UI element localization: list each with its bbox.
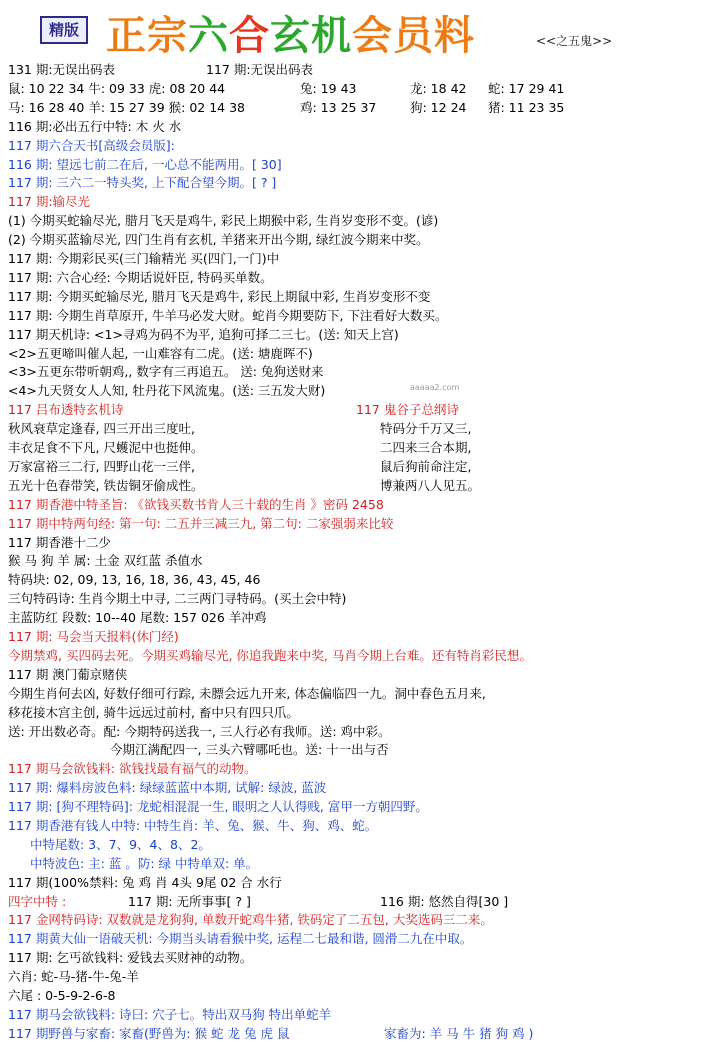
text-line: 移花接木宫主创, 骑牛远远过前村, 畜中只有四只爪。 <box>8 705 299 720</box>
text-line: 131 期:无误出码表 <box>8 62 116 77</box>
text-line: <2>五更啼叫催人起, 一山难容有二虎。(送: 塘鹿晖不) <box>8 346 313 361</box>
title-part: 正宗 <box>106 13 188 59</box>
text-line: (2) 今期买蓝输尽光, 四门生肖有玄机, 羊猪来开出今期, 绿红波今期来中奖。 <box>8 232 429 247</box>
text-line: 117 期:无误出码表 <box>206 62 314 77</box>
text-line: 117 吕布透特玄机诗 <box>8 402 124 417</box>
text-line: 117 期: 今期生肖草原开, 牛羊马必发大财。蛇肖今期要防下, 下注看好大数买。 <box>8 308 448 323</box>
text-line: 龙: 18 42 <box>410 81 467 96</box>
text-line: 117 期: [狗不理特码]: 龙蛇相混混一生, 眼明之人认得贱, 富甲一方朝四野。 <box>8 799 428 814</box>
text-line: 117 金网特码诗: 双数就是龙狗狗, 单数开蛇鸡牛猪, 铁码定了二五包, 大奖选码三二来。 <box>8 912 493 927</box>
text-line: 117 期香港十二少 <box>8 535 111 550</box>
premium-badge: 精版 <box>40 16 88 44</box>
text-line: (1) 今期买蛇输尽光, 腊月飞天是鸡牛, 彩民上期猴中彩, 生肖岁变形不变。(谚) <box>8 213 439 228</box>
text-line: 博兼两八人见五。 <box>380 478 481 493</box>
text-line: 117 期: 三六二一特头奖, 上下配合望今期。[ ? ] <box>8 175 277 190</box>
text-line: 鼠后狗前命注定, <box>380 459 472 474</box>
text-line: 四字中特 : <box>8 894 67 909</box>
text-line: 万家富裕三二行, 四野山花一三伴, <box>8 459 195 474</box>
title-part: 会员料 <box>352 13 475 59</box>
text-line: 116 期: 悠然自得[30 ] <box>380 894 509 909</box>
text-line: 猪: 11 23 35 <box>488 100 565 115</box>
text-line: 117 期香港中特圣旨: 《欲钱买数书肯人三十载的生肖 》密码 2458 <box>8 497 384 512</box>
title-part: 合 <box>229 13 270 59</box>
text-line: 117 期野兽与家畜: 家畜(野兽为: 猴 蛇 龙 兔 虎 鼠 <box>8 1026 290 1041</box>
title-part: 玄机 <box>270 13 352 59</box>
text-line: <3>五更东带听朝鸡,, 数字有三再追五。 送: 兔狗送财来 <box>8 364 324 379</box>
page-header <box>0 0 702 58</box>
title-part: 六 <box>188 13 229 59</box>
text-line: 特码分千万又三, <box>380 421 472 436</box>
text-line: 兔: 19 43 <box>300 81 357 96</box>
text-line: 117 期香港有钱人中特: 中特生肖: 羊、兔、猴、牛、狗、鸡、蛇。 <box>8 818 378 833</box>
text-line: 送: 开出数必奇。配: 今期特码送我一, 三人行必有我师。送: 鸡中彩。 <box>8 724 391 739</box>
text-line: 五光十色春带笑, 铁齿铜牙偷成性。 <box>8 478 204 493</box>
text-line: 116 期:必出五行中特: 木 火 水 <box>8 119 182 134</box>
text-line: 117 期: 无所事事[ ? ] <box>128 894 251 909</box>
text-line: 116 期: 望远七前二在后, 一心总不能两用。[ 30] <box>8 157 282 172</box>
text-line: 三句特码诗: 生肖今期土中寻, 二三两门寻特码。(买土会中特) <box>8 591 347 606</box>
text-line: 117 期黄大仙一语破天机: 今期当头请看猴中奖, 运程二七最和谐, 圆滑二九在中取。 <box>8 931 473 946</box>
page-subtitle: <<之五鬼>> <box>536 34 613 48</box>
text-line: 117 期(100%禁料: 兔 鸡 肖 4头 9尾 02 合 水行 <box>8 875 282 890</box>
text-line: 二四来三合本期, <box>380 440 472 455</box>
text-line: 中特尾数: 3、7、9、4、8、2。 <box>30 837 211 852</box>
text-line: 117 期: 乞丐欲钱料: 爱钱去买财神的动物。 <box>8 950 253 965</box>
text-line: 117 鬼谷子总纲诗 <box>356 402 459 417</box>
text-line: 117 期: 今期买蛇输尽光, 腊月飞天是鸡牛, 彩民上期鼠中彩, 生肖岁变形不变 <box>8 289 431 304</box>
watermark: aaaaa2.com <box>410 383 460 392</box>
text-line: 狗: 12 24 <box>410 100 467 115</box>
text-line: 蛇: 17 29 41 <box>488 81 565 96</box>
text-line: 秋风衰草定逢春, 四三开出三度吐, <box>8 421 195 436</box>
text-line: 117 期马会欲钱料: 诗曰: 穴子七。特出双马狗 特出单蛇羊 <box>8 1007 332 1022</box>
text-line: <4>九天贤女人人知, 牡丹花下风流鬼。(送: 三五发大财) <box>8 383 326 398</box>
text-line: 117 期 澳门葡京赌侠 <box>8 667 128 682</box>
text-line: 今期禁鸡, 买四码去死。今期买鸡输尽光, 你追我跑来中奖, 马肖今期上台难。还有特肖彩民想。 <box>8 648 532 663</box>
text-line: 117 期中特两句经: 第一句: 二五并三减三九, 第二句: 二家强弱来比较 <box>8 516 394 531</box>
text-line: 鼠: 10 22 34 牛: 09 33 虎: 08 20 44 <box>8 81 226 96</box>
text-line: 丰衣足食不下凡, 尺蠖泥中也挺伸。 <box>8 440 204 455</box>
text-line: 中特波色: 主: 蓝 。防: 绿 中特单双: 单。 <box>30 856 259 871</box>
text-line: 117 期: 马会当天报料(休门经) <box>8 629 179 644</box>
text-line: 鸡: 13 25 37 <box>300 100 377 115</box>
text-line: 六尾 : 0-5-9-2-6-8 <box>8 988 116 1003</box>
text-line: 117 期: 六合心经: 今期话说奸臣, 特码买单数。 <box>8 270 273 285</box>
text-line: 117 期天机诗: <1>寻鸡为码不为平, 追狗可择二三七。(送: 知天上宫) <box>8 327 399 342</box>
text-line: 猴 马 狗 羊 属: 土金 双红蓝 杀值水 <box>8 553 203 568</box>
text-line: 117 期: 爆料房波色料: 绿绿蓝蓝中本期, 试解: 绿波, 蓝波 <box>8 780 327 795</box>
text-line: 117 期: 今期彩民买(三门输精光 买(四门,一门)中 <box>8 251 280 266</box>
text-line: 主蓝防红 段数: 10--40 尾数: 157 026 羊冲鸡 <box>8 610 267 625</box>
text-line: 今期生肖何去凶, 好数仔细可行踪, 未膘会远九开来, 体态偏临四一九。洞中春色五月来, <box>8 686 486 701</box>
text-line: 六肖: 蛇-马-猪-牛-兔-羊 <box>8 969 139 984</box>
text-line: 家畜为: 羊 马 牛 猪 狗 鸡 ) <box>384 1026 534 1041</box>
text-line: 117 期马会欲钱料: 欲钱找最有福气的动物。 <box>8 761 257 776</box>
text-line: 特码块: 02, 09, 13, 16, 18, 36, 43, 45, 46 <box>8 572 261 587</box>
text-line: 117 期六合天书[高级会员版]: <box>8 138 175 153</box>
page-title <box>106 4 475 61</box>
text-line: 马: 16 28 40 羊: 15 27 39 猴: 02 14 38 <box>8 100 245 115</box>
text-line: 今期江满配四一, 三头六臂哪吒也。送: 十一出与否 <box>110 742 389 757</box>
text-line: 117 期:输尽光 <box>8 194 91 209</box>
